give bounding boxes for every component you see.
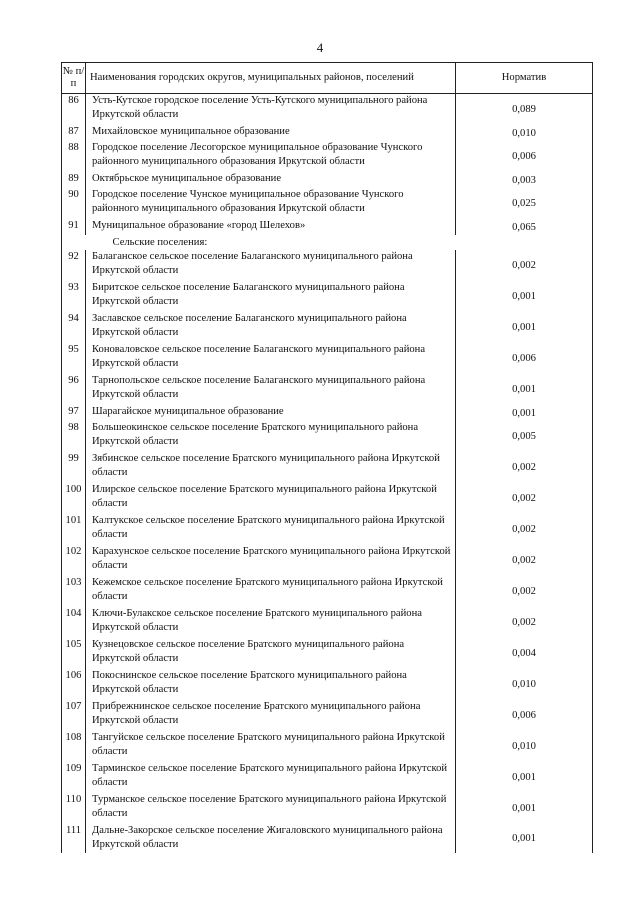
- row-name: Городское поселение Лесогорское муниципальное образование Чунского районного муниципального образования Иркутской области: [86, 141, 456, 172]
- row-number: 87: [62, 125, 86, 141]
- page-number: 4: [316, 40, 324, 55]
- row-name: Усть-Кутское городское поселение Усть-Кутского муниципального района Иркутской области: [86, 94, 456, 126]
- row-number: 103: [62, 576, 86, 607]
- table-row: [62, 483, 593, 514]
- row-norm-value: 0,001: [456, 281, 593, 312]
- table-row: [62, 188, 593, 219]
- norms-table: [61, 62, 593, 853]
- row-name: Биритское сельское поселение Балаганского муниципального района Иркутской области: [86, 281, 456, 312]
- row-norm-value: 0,065: [456, 219, 593, 235]
- table-row: [62, 514, 593, 545]
- row-number: 90: [62, 188, 86, 219]
- row-norm-value: 0,001: [456, 762, 593, 793]
- row-name: Калтукское сельское поселение Братского муниципального района Иркутской области: [86, 514, 456, 545]
- row-number: 96: [62, 374, 86, 405]
- row-number: 100: [62, 483, 86, 514]
- row-number: 95: [62, 343, 86, 374]
- table-row: [62, 94, 593, 126]
- row-name: Городское поселение Чунское муниципальное образование Чунского районного муниципального образования Иркутской области: [86, 188, 456, 219]
- row-number: 102: [62, 545, 86, 576]
- section-label: Сельские поселения:: [112, 236, 208, 248]
- table-header: [62, 63, 593, 94]
- row-norm-value: 0,025: [456, 188, 593, 219]
- row-name: Прибрежнинское сельское поселение Братского муниципального района Иркутской области: [86, 700, 456, 731]
- table-row: [62, 452, 593, 483]
- row-number: 97: [62, 405, 86, 421]
- row-number: 98: [62, 421, 86, 452]
- table-row: [62, 343, 593, 374]
- row-name: Муниципальное образование «город Шелехов»: [86, 219, 456, 235]
- row-norm-value: 0,003: [456, 172, 593, 188]
- row-norm-value: 0,002: [456, 250, 593, 281]
- row-name: Турманское сельское поселение Братского муниципального района Иркутской области: [86, 793, 456, 824]
- row-number: 106: [62, 669, 86, 700]
- row-number: 108: [62, 731, 86, 762]
- row-number: 86: [62, 94, 86, 126]
- row-number: 89: [62, 172, 86, 188]
- row-norm-value: 0,002: [456, 483, 593, 514]
- table-row: [62, 576, 593, 607]
- row-number: 110: [62, 793, 86, 824]
- section-row: [62, 235, 593, 250]
- row-name: Октябрьское муниципальное образование: [86, 172, 456, 188]
- row-norm-value: 0,006: [456, 700, 593, 731]
- row-name: Тарнопольское сельское поселение Балаганского муниципального района Иркутской области: [86, 374, 456, 405]
- row-name: Михайловское муниципальное образование: [86, 125, 456, 141]
- row-norm-value: 0,001: [456, 374, 593, 405]
- table-row: [62, 281, 593, 312]
- table-row: [62, 421, 593, 452]
- row-name: Кежемское сельское поселение Братского муниципального района Иркутской области: [86, 576, 456, 607]
- row-norm-value: 0,001: [456, 793, 593, 824]
- row-number: 92: [62, 250, 86, 281]
- row-number: 99: [62, 452, 86, 483]
- row-number: 105: [62, 638, 86, 669]
- row-number: 94: [62, 312, 86, 343]
- table-row: [62, 219, 593, 235]
- row-norm-value: 0,001: [456, 312, 593, 343]
- row-name: Зябинское сельское поселение Братского муниципального района Иркутской области: [86, 452, 456, 483]
- row-name: Тарминское сельское поселение Братского муниципального района Иркутской области: [86, 762, 456, 793]
- row-norm-value: 0,006: [456, 141, 593, 172]
- row-norm-value: 0,010: [456, 125, 593, 141]
- row-name: Ключи-Булакское сельское поселение Братского муниципального района Иркутской области: [86, 607, 456, 638]
- table-row: [62, 824, 593, 853]
- table-row: [62, 607, 593, 638]
- row-name: Тангуйское сельское поселение Братского муниципального района Иркутской области: [86, 731, 456, 762]
- table-row: [62, 545, 593, 576]
- row-norm-value: 0,010: [456, 669, 593, 700]
- row-norm-value: 0,002: [456, 545, 593, 576]
- row-name: Дальне-Закорское сельское поселение Жигаловского муниципального района Иркутской области: [86, 824, 456, 853]
- row-number: 104: [62, 607, 86, 638]
- table-row: [62, 172, 593, 188]
- table-row: [62, 638, 593, 669]
- table-row: [62, 669, 593, 700]
- row-number: 107: [62, 700, 86, 731]
- header-norm: Норматив: [456, 63, 593, 94]
- table-row: [62, 731, 593, 762]
- row-name: Кузнецовское сельское поселение Братского муниципального района Иркутской области: [86, 638, 456, 669]
- row-norm-value: 0,004: [456, 638, 593, 669]
- row-norm-value: 0,005: [456, 421, 593, 452]
- table-row: [62, 700, 593, 731]
- table-row: [62, 125, 593, 141]
- table-row: [62, 762, 593, 793]
- row-name: Большеокинское сельское поселение Братского муниципального района Иркутской области: [86, 421, 456, 452]
- header-row: [62, 63, 593, 94]
- row-name: Покоснинское сельское поселение Братского муниципального района Иркутской области: [86, 669, 456, 700]
- row-number: 88: [62, 141, 86, 172]
- table-row: [62, 793, 593, 824]
- table-row: [62, 250, 593, 281]
- row-norm-value: 0,010: [456, 731, 593, 762]
- row-norm-value: 0,002: [456, 514, 593, 545]
- row-name: Коноваловское сельское поселение Балаганского муниципального района Иркутской области: [86, 343, 456, 374]
- row-name: Балаганское сельское поселение Балаганского муниципального района Иркутской области: [86, 250, 456, 281]
- row-norm-value: 0,006: [456, 343, 593, 374]
- row-number: 109: [62, 762, 86, 793]
- row-number: 91: [62, 219, 86, 235]
- row-norm-value: 0,002: [456, 576, 593, 607]
- table-row: [62, 312, 593, 343]
- table-body: [62, 94, 593, 854]
- row-number: 101: [62, 514, 86, 545]
- header-number: № п/п: [62, 63, 86, 94]
- row-norm-value: 0,002: [456, 607, 593, 638]
- row-name: Шарагайское муниципальное образование: [86, 405, 456, 421]
- section-left-cell: [62, 235, 86, 250]
- row-norm-value: 0,001: [456, 824, 593, 853]
- table-row: [62, 405, 593, 421]
- section-right-cell: [456, 235, 593, 250]
- row-norm-value: 0,002: [456, 452, 593, 483]
- row-norm-value: 0,001: [456, 405, 593, 421]
- row-number: 111: [62, 824, 86, 853]
- row-name: Заславское сельское поселение Балаганского муниципального района Иркутской области: [86, 312, 456, 343]
- table-row: [62, 141, 593, 172]
- header-name: Наименования городских округов, муниципальных районов, поселений: [86, 63, 456, 94]
- table-row: [62, 374, 593, 405]
- row-norm-value: 0,089: [456, 94, 593, 126]
- row-name: Карахунское сельское поселение Братского муниципального района Иркутской области: [86, 545, 456, 576]
- row-name: Илирское сельское поселение Братского муниципального района Иркутской области: [86, 483, 456, 514]
- row-number: 93: [62, 281, 86, 312]
